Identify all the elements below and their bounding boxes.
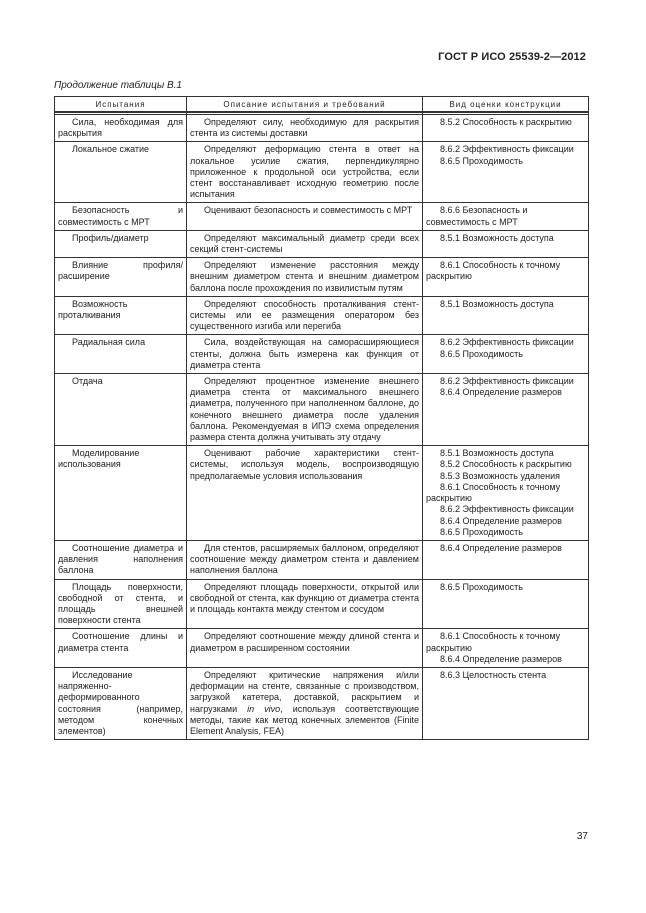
test-description: Оценивают безопасность и совместимость с МРТ <box>187 203 423 230</box>
table-row <box>55 540 589 579</box>
test-description: Оценивают рабочие характеристики стент-системы, используя модель, воспроизводящую предполагаемые условия использования <box>187 446 423 541</box>
table-row <box>55 579 589 629</box>
table-row <box>55 629 589 668</box>
assessment-item: 8.6.2 Эффективность фиксации <box>440 337 574 348</box>
header-tests: Испытания <box>55 97 187 113</box>
test-description: Определяют способность проталкивания стент-системы или ее размещения оператором без существенного изгиба или перегиба <box>187 296 423 335</box>
assessment-item: 8.6.1 Способность к точному раскрытию <box>426 631 561 653</box>
assessment-cell <box>423 374 589 446</box>
assessment-cell <box>423 335 589 374</box>
table-caption: Продолжение таблицы В.1 <box>54 80 182 91</box>
assessment-item: 8.5.3 Возможность удаления <box>440 470 561 481</box>
table-row <box>55 258 589 297</box>
test-name: Моделирование использования <box>55 446 187 541</box>
assessment-cell <box>423 446 589 541</box>
assessment-item: 8.6.6 Безопасность и совместимость с МРТ <box>426 205 528 227</box>
test-name: Влияние профиля/расширение <box>55 258 187 297</box>
assessment-item: 8.6.2 Эффективность фиксации <box>440 376 574 387</box>
test-description: Определяют процентное изменение внешнего диаметра стента от максимального внешнего диаметра, полученного при наполненном баллоне, до конечного внешнего диаметра после удаления баллона. Рекомендуемая в ИПЭ схема определения размера стента должна учитывать эту отдачу <box>187 374 423 446</box>
assessment-cell <box>423 629 589 668</box>
description-part: Определяют критические напряжения и/или деформации на стенте, связанные с производством, загрузкой катетера, доставкой, раскрытием и нагрузками <box>190 669 419 714</box>
test-name: Площадь поверхности, свободной от стента, и площадь внешней поверхности стента <box>55 579 187 629</box>
assessment-item: 8.5.2 Способность к раскрытию <box>440 459 572 470</box>
test-name: Сила, необходимая для раскрытия <box>55 115 187 142</box>
assessment-item: 8.6.2 Эффективность фиксации <box>440 144 574 155</box>
test-name: Возможность проталкивания <box>55 296 187 335</box>
header-description: Описание испытания и требований <box>187 97 423 113</box>
table-row <box>55 142 589 203</box>
description-part: , используя соответствующие методы, такие как метод конечных элементов (Finite Element Analysis, FEA) <box>190 703 419 736</box>
assessment-cell <box>423 540 589 579</box>
test-description <box>187 667 423 739</box>
assessment-item: 8.6.4 Определение размеров <box>440 653 562 664</box>
assessment-item: 8.5.1 Возможность доступа <box>440 232 554 243</box>
table-row <box>55 667 589 739</box>
assessment-item: 8.6.5 Проходимость <box>440 526 523 537</box>
test-name: Соотношение диаметра и давления наполнения баллона <box>55 540 187 579</box>
assessment-item: 8.6.4 Определение размеров <box>440 542 562 553</box>
test-description: Определяют деформацию стента в ответ на локальное усилие сжатия, перпендикулярно приложенное к продольной оси устройства, если стент восстанавливает исходную геометрию после испытания <box>187 142 423 203</box>
test-name: Профиль/диаметр <box>55 230 187 257</box>
assessment-item: 8.5.1 Возможность доступа <box>440 448 554 459</box>
assessment-cell <box>423 142 589 203</box>
assessment-item: 8.6.5 Проходимость <box>440 581 523 592</box>
assessment-item: 8.6.1 Способность к точному раскрытию <box>426 481 561 504</box>
assessment-cell <box>423 296 589 335</box>
test-description: Для стентов, расширяемых баллоном, определяют соотношение между диаметром стента и давлением наполнения баллона <box>187 540 423 579</box>
test-name: Радиальная сила <box>55 335 187 374</box>
assessment-cell <box>423 115 589 142</box>
assessment-item: 8.6.5 Проходимость <box>440 155 523 166</box>
test-name: Локальное сжатие <box>55 142 187 203</box>
assessment-cell <box>423 203 589 230</box>
test-description: Определяют силу, необходимую для раскрытия стента из системы доставки <box>187 115 423 142</box>
test-name: Отдача <box>55 374 187 446</box>
table-header-row <box>55 97 589 113</box>
table-row <box>55 203 589 230</box>
test-description: Определяют соотношение между длиной стента и диаметром в расширенном состоянии <box>187 629 423 668</box>
assessment-item: 8.6.2 Эффективность фиксации <box>440 504 574 515</box>
table-row <box>55 374 589 446</box>
test-description: Определяют изменение расстояния между внешним диаметром стента и внешним диаметром баллона после прохождения по извилистым путям <box>187 258 423 297</box>
requirements-table <box>54 96 589 740</box>
header-assessment: Вид оценки конструкции <box>423 97 589 113</box>
assessment-item: 8.6.3 Целостность стента <box>440 669 547 680</box>
assessment-cell <box>423 667 589 739</box>
test-name: Соотношение длины и диаметра стента <box>55 629 187 668</box>
table-row <box>55 230 589 257</box>
assessment-item: 8.5.1 Возможность доступа <box>440 298 554 309</box>
assessment-item: 8.6.1 Способность к точному раскрытию <box>426 260 561 282</box>
test-name: Безопасность и совместимость с МРТ <box>55 203 187 230</box>
table-row <box>55 446 589 541</box>
assessment-item: 8.6.4 Определение размеров <box>440 515 562 526</box>
description-part-italic: in vivo <box>247 703 281 714</box>
page-number: 37 <box>576 831 588 842</box>
test-description: Сила, воздействующая на саморасширяющиеся стенты, должна быть измерена как функция от диаметра стента <box>187 335 423 374</box>
standard-code: ГОСТ Р ИСО 25539-2—2012 <box>438 51 586 63</box>
test-description: Определяют площадь поверхности, открытой или свободной от стента, как функцию от диаметра стента и площадь контакта между стентом и сосудом <box>187 579 423 629</box>
assessment-cell <box>423 258 589 297</box>
assessment-item: 8.6.5 Проходимость <box>440 348 523 359</box>
test-description: Определяют максимальный диаметр среди всех секций стент-системы <box>187 230 423 257</box>
table-row <box>55 296 589 335</box>
test-name: Исследование напряженно-деформированного состояния (например, методом конечных элементов) <box>55 667 187 739</box>
assessment-cell <box>423 230 589 257</box>
assessment-cell <box>423 579 589 629</box>
table-row <box>55 115 589 142</box>
table-row <box>55 335 589 374</box>
assessment-item: 8.5.2 Способность к раскрытию <box>440 117 572 127</box>
assessment-item: 8.6.4 Определение размеров <box>440 387 562 398</box>
